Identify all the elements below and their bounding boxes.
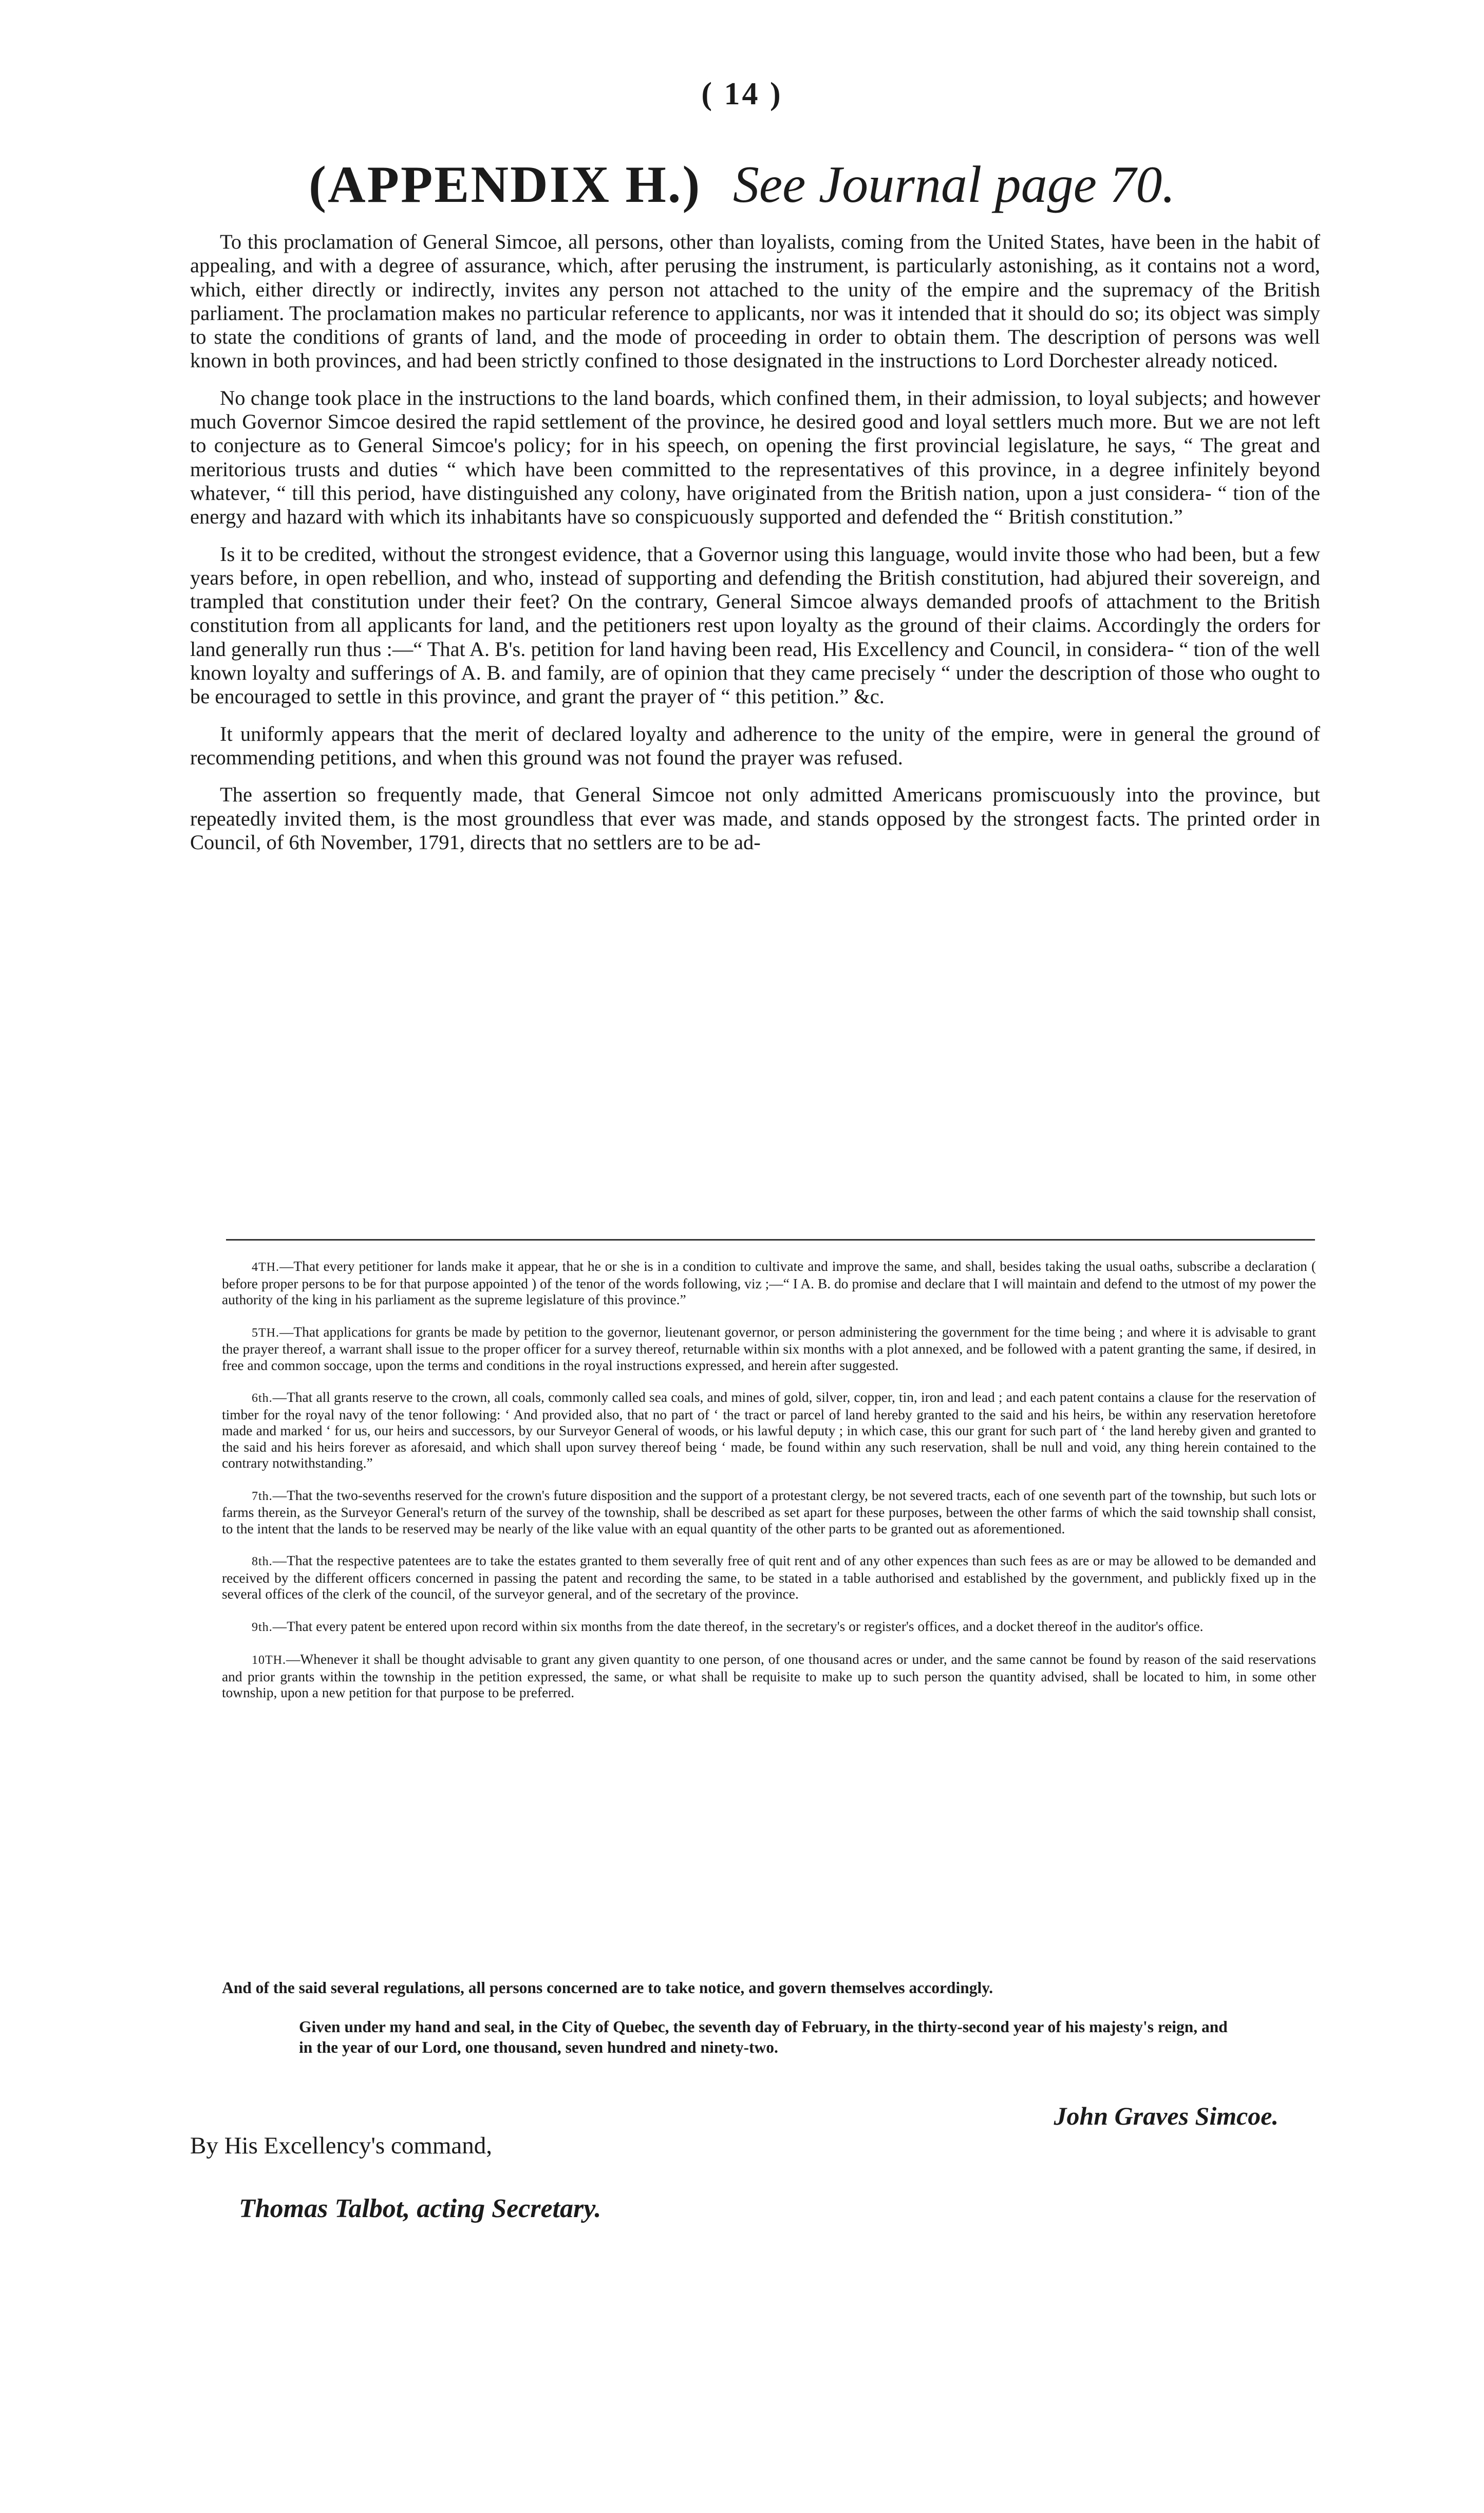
- closing-notice: And of the said several regulations, all persons concerned are to take notice, and govern themselves accordingly.: [222, 1979, 993, 1997]
- note-number: 4TH.: [252, 1261, 279, 1274]
- by-command-line: By His Excellency's command,: [190, 2132, 493, 2159]
- regulation-note: [222, 1619, 1316, 1636]
- body-paragraph: It uniformly appears that the merit of declared loyalty and adherence to the unity of the empire, were in general the ground of recommending petitions, and when this ground was not found the prayer was refused.: [190, 722, 1320, 769]
- note-number: 6th.: [252, 1392, 273, 1405]
- page-number: ( 14 ): [701, 77, 783, 111]
- note-number: 8th.: [252, 1555, 273, 1568]
- appendix-label: (APPENDIX H.): [309, 156, 702, 214]
- body-paragraph: The assertion so frequently made, that General Simcoe not only admitted Americans promiscuously into the province, but repeatedly invited them, is the most groundless that ever was made, and stands opposed by the strongest facts. The printed order in Council, of 6th November, 1791, directs that no settlers are to be ad-: [190, 783, 1320, 854]
- regulation-note: [222, 1652, 1316, 1701]
- regulation-note: [222, 1553, 1316, 1603]
- note-text: —Whenever it shall be thought advisable to grant any given quantity to one person, of one thousand acres or under, and the same cannot be found by reason of the said reservations and prior grants within the township in the petition expressed, the same, or what shall be requisite to make up to such person the quantity advised, shall be located to him, in some other township, upon a new petition for that purpose to be preferred.: [222, 1652, 1316, 1700]
- note-number: 7th.: [252, 1489, 273, 1503]
- note-number: 9th.: [252, 1620, 273, 1634]
- governor-signature: John Graves Simcoe.: [1054, 2102, 1279, 2130]
- regulation-note: [222, 1324, 1316, 1374]
- note-number: 10TH.: [252, 1654, 286, 1667]
- note-text: —That the respective patentees are to take the estates granted to them severally free of quit rent and of any other expences than such fees as are or may be allowed to be demanded and received by the different officers concerned in passing the patent and recording the same, to be stated in a table authorised and established by the government, and publickly fixed up in the several offices of the clerk of the council, of the surveyor general, and of the secretary of the province.: [222, 1553, 1316, 1602]
- note-text: —That applications for grants be made by petition to the governor, lieutenant governor, or person administering the government for the time being ; and where it is advisable to grant the prayer thereof, a warrant shall issue to the proper officer for a survey thereof, returnable within six months with a plot annexed, and be followed with a patent granting the same, if desired, in free and common soccage, upon the terms and conditions in the royal instructions expressed, and herein after suggested.: [222, 1324, 1316, 1373]
- regulations-notes: [222, 1259, 1316, 1717]
- body-paragraph: No change took place in the instructions to the land boards, which confined them, in their admission, to loyal subjects; and however much Governor Simcoe desired the rapid settlement of the province, he desired good and loyal settlers much more. But we are not left to conjecture as to General Simcoe's policy; for in his speech, on opening the first provincial legislature, he says, “ The great and meritorious trusts and duties “ which have been committed to the representatives of this province, in a degree infinitely beyond whatever, “ till this period, have distinguished any colony, have originated from the British nation, upon a just considera- “ tion of the energy and hazard with which its inhabitants have so conspicuously supported and defended the “ British constitution.”: [190, 386, 1320, 529]
- note-text: —That every patent be entered upon record within six months from the date thereof, in the secretary's or register's offices, and a docket thereof in the auditor's office.: [272, 1618, 1204, 1634]
- journal-reference: See Journal page 70.: [732, 156, 1175, 214]
- note-text: —That the two-sevenths reserved for the crown's future disposition and the support of a protestant clergy, be not severed tracts, each of one seventh part of the township, but such lots or farms therein, as the Surveyor General's return of the survey of the township, shall be described as set apart for these purposes, between the other farms of which the said township shall consist, to the intent that the lands to be reserved may be nearly of the like value with an equal quantity of the other parts to be granted out as aforementioned.: [222, 1487, 1316, 1536]
- appendix-heading: [0, 154, 1484, 216]
- closing-block: [222, 1978, 1316, 2058]
- note-text: —That every petitioner for lands make it appear, that he or she is in a condition to cultivate and improve the same, and shall, besides taking the usual oaths, subscribe a declaration ( before proper persons to be for that purpose appointed ) of the tenor of the words following, viz ;—“ I A. B. do promise and declare that I will maintain and defend to the utmost of my power the authority of the king in his parliament as the supreme legislature of this province.”: [222, 1259, 1316, 1307]
- note-text: —That all grants reserve to the crown, all coals, commonly called sea coals, and mines of gold, silver, copper, tin, iron and lead ; and each patent contains a clause for the reservation of timber for the royal navy of the tenor following: ‘ And provided also, that no part of ‘ the tract or parcel of land hereby granted to the said and his heirs, be within any reservation heretofore made and marked ‘ for us, our heirs and successors, by our Surveyor General of woods, or his lawful deputy ; in which case, this our grant for such part of ‘ the land hereby given and granted to the said and his heirs forever as aforesaid, and which shall upon survey thereof being ‘ made, be found within any such reservation, shall be null and void, any thing herein contained to the contrary notwithstanding.”: [222, 1390, 1316, 1471]
- body-paragraph: Is it to be credited, without the strongest evidence, that a Governor using this language, would invite those who had been, but a few years before, in open rebellion, and who, instead of supporting and defending the British constitution, had abjured their sovereign, and trampled that constitution under their feet? On the contrary, General Simcoe always demanded proofs of attachment to the British constitution from all applicants for land, and the petitioners rest upon loyalty as the ground of their claims. Accordingly the orders for land generally run thus :—“ That A. B's. petition for land having been read, His Excellency and Council, in considera- “ tion of the well known loyalty and sufferings of A. B. and family, are of opinion that they came precisely “ under the description of those who ought to be encouraged to settle in this province, and grant the prayer of “ this petition.” &c.: [190, 542, 1320, 708]
- note-number: 5TH.: [252, 1326, 279, 1340]
- regulation-note: [222, 1390, 1316, 1472]
- footnote-divider: [226, 1239, 1315, 1241]
- given-under-seal: Given under my hand and seal, in the City of Quebec, the seventh day of February, in the thirty-second year of his majesty's reign, and in the year of our Lord, one thousand, seven hundred and ninety-two.: [299, 2018, 1228, 2056]
- body-paragraph: To this proclamation of General Simcoe, all persons, other than loyalists, coming from the United States, have been in the habit of appealing, and with a degree of assurance, which, after perusing the instrument, is particularly astonishing, as it contains not a word, which, either directly or indirectly, invites any person not attached to the unity of the empire and the supremacy of the British parliament. The proclamation makes no particular reference to applicants, nor was it intended that it should do so; its object was simply to state the conditions of grants of land, and the mode of proceeding in order to obtain them. The description of persons was well known in both provinces, and had been strictly confined to those designated in the instructions to Lord Dorchester already noticed.: [190, 230, 1320, 372]
- main-text: [190, 230, 1320, 868]
- regulation-note: [222, 1488, 1316, 1537]
- secretary-signature: Thomas Talbot, acting Secretary.: [239, 2194, 602, 2223]
- regulation-note: [222, 1259, 1316, 1308]
